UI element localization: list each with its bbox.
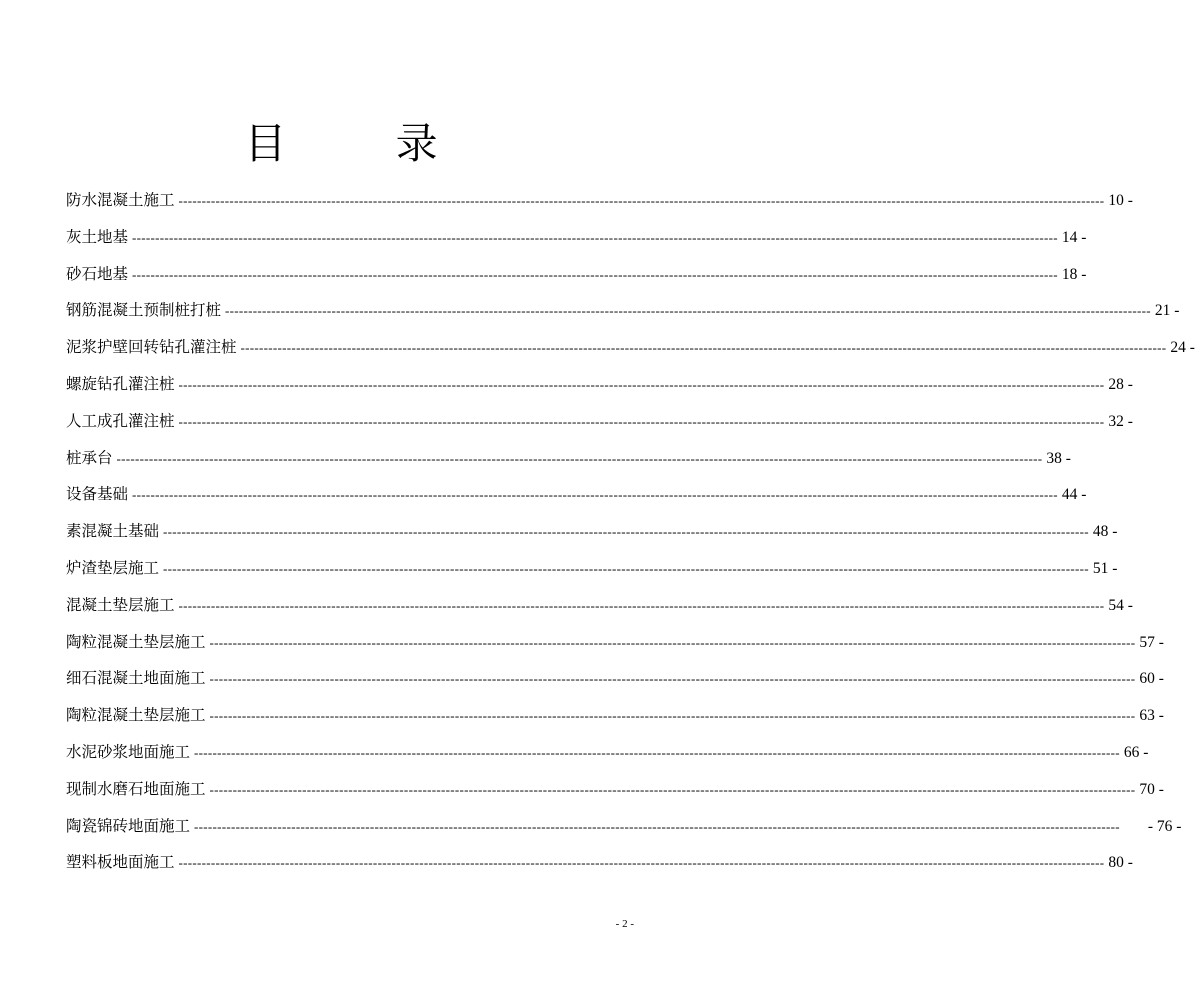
toc-entry[interactable] <box>66 444 1071 481</box>
toc-entry[interactable] <box>66 260 1087 297</box>
table-of-contents <box>66 186 1195 885</box>
toc-entry-title: 细石混凝土地面施工 <box>66 669 206 688</box>
toc-entry[interactable] <box>66 738 1149 775</box>
toc-entry[interactable] <box>66 812 1182 849</box>
toc-dot-leader: -------------------------------------------------------------------------------------------------------------------------------------------------------------------------------------------------------- <box>209 708 1136 724</box>
toc-entry-page-number: 14 - <box>1061 228 1087 246</box>
toc-entry-page-number: 38 - <box>1046 449 1071 467</box>
toc-dot-leader: -------------------------------------------------------------------------------------------------------------------------------------------------------------------------------------------------------- <box>194 818 1120 834</box>
toc-entry-title: 泥浆护壁回转钻孔灌注桩 <box>66 338 237 357</box>
toc-entry-page-number: 66 - <box>1123 743 1149 761</box>
toc-dot-leader: -------------------------------------------------------------------------------------------------------------------------------------------------------------------------------------------------------- <box>209 671 1136 687</box>
toc-entry-title: 水泥砂浆地面施工 <box>66 742 191 761</box>
toc-entry-page-number: 57 - <box>1139 633 1164 651</box>
toc-entry-page-number: 32 - <box>1108 412 1133 430</box>
toc-dot-leader: -------------------------------------------------------------------------------------------------------------------------------------------------------------------------------------------------------- <box>178 855 1105 871</box>
toc-entry[interactable] <box>66 775 1164 812</box>
toc-entry-title: 钢筋混凝土预制桩打桩 <box>66 301 222 320</box>
toc-dot-leader: -------------------------------------------------------------------------------------------------------------------------------------------------------------------------------------------------------- <box>163 560 1089 576</box>
toc-entry[interactable] <box>66 223 1087 260</box>
toc-entry-title: 陶粒混凝土垫层施工 <box>66 632 206 651</box>
toc-entry[interactable] <box>66 370 1133 407</box>
toc-entry-title: 现制水磨石地面施工 <box>66 779 206 798</box>
toc-entry[interactable] <box>66 333 1195 370</box>
footer-page-number: - 2 - <box>615 918 634 930</box>
toc-entry-page-number: 10 - <box>1108 192 1133 209</box>
toc-dot-leader: -------------------------------------------------------------------------------------------------------------------------------------------------------------------------------------------------------- <box>178 597 1105 613</box>
toc-entry-title: 砂石地基 <box>66 264 129 283</box>
toc-entry[interactable] <box>66 848 1133 885</box>
toc-entry-title: 混凝土垫层施工 <box>66 595 175 614</box>
toc-entry-page-number: 44 - <box>1061 486 1087 504</box>
toc-dot-leader: -------------------------------------------------------------------------------------------------------------------------------------------------------------------------------------------------------- <box>132 487 1058 503</box>
toc-dot-leader: -------------------------------------------------------------------------------------------------------------------------------------------------------------------------------------------------------- <box>178 376 1105 392</box>
toc-entry-page-number: 80 - <box>1108 854 1133 872</box>
toc-entry-title: 人工成孔灌注桩 <box>66 411 175 430</box>
toc-entry[interactable] <box>66 628 1164 665</box>
toc-entry-page-number: 70 - <box>1139 780 1164 798</box>
toc-entry[interactable] <box>66 296 1180 333</box>
toc-entry-title: 灰土地基 <box>66 227 129 246</box>
toc-entry-title: 陶瓷锦砖地面施工 <box>66 816 191 835</box>
toc-entry-page-number: 28 - <box>1108 375 1133 393</box>
toc-entry-page-number: 51 - <box>1092 559 1118 577</box>
toc-entry-title: 素混凝土基础 <box>66 522 160 541</box>
toc-entry[interactable] <box>66 480 1087 517</box>
toc-entry-page-number: 18 - <box>1061 265 1087 283</box>
toc-entry[interactable] <box>66 407 1133 444</box>
toc-entry[interactable] <box>66 701 1164 738</box>
toc-dot-leader: -------------------------------------------------------------------------------------------------------------------------------------------------------------------------------------------------------- <box>163 524 1089 540</box>
toc-entry-title: 螺旋钻孔灌注桩 <box>66 374 175 393</box>
toc-entry-page-number: 63 - <box>1139 707 1164 725</box>
toc-dot-leader: -------------------------------------------------------------------------------------------------------------------------------------------------------------------------------------------------------- <box>240 340 1167 356</box>
toc-entry-title: 防水混凝土施工 <box>66 191 175 209</box>
toc-dot-leader: -------------------------------------------------------------------------------------------------------------------------------------------------------------------------------------------------------- <box>209 634 1136 650</box>
toc-dot-leader: -------------------------------------------------------------------------------------------------------------------------------------------------------------------------------------------------------- <box>194 744 1120 760</box>
toc-entry[interactable] <box>66 591 1133 628</box>
toc-entry-page-number: 60 - <box>1139 670 1164 688</box>
page-title: 目 录 <box>244 119 486 169</box>
toc-entry-title: 炉渣垫层施工 <box>66 558 160 577</box>
toc-entry-title: 塑料板地面施工 <box>66 853 175 872</box>
toc-dot-leader: -------------------------------------------------------------------------------------------------------------------------------------------------------------------------------------------------------- <box>132 266 1058 282</box>
toc-entry-page-number: 48 - <box>1092 523 1118 541</box>
toc-entry[interactable] <box>66 517 1118 554</box>
toc-entry-page-number: 54 - <box>1108 596 1133 614</box>
toc-entry-title: 桩承台 <box>66 448 113 467</box>
toc-entry[interactable] <box>66 554 1118 591</box>
toc-entry-page-number: - 76 - <box>1147 817 1182 835</box>
toc-entry-title: 设备基础 <box>66 485 129 504</box>
toc-dot-leader: -------------------------------------------------------------------------------------------------------------------------------------------------------------------------------------------------------- <box>209 781 1136 797</box>
toc-entry[interactable] <box>66 664 1164 701</box>
toc-dot-leader: -------------------------------------------------------------------------------------------------------------------------------------------------------------------------------------------------------- <box>116 450 1043 466</box>
toc-entry[interactable] <box>66 186 1133 223</box>
toc-dot-leader: -------------------------------------------------------------------------------------------------------------------------------------------------------------------------------------------------------- <box>132 229 1058 245</box>
toc-dot-leader: -------------------------------------------------------------------------------------------------------------------------------------------------------------------------------------------------------- <box>178 413 1105 429</box>
toc-entry-page-number: 24 - <box>1170 339 1195 357</box>
toc-dot-leader: -------------------------------------------------------------------------------------------------------------------------------------------------------------------------------------------------------- <box>225 303 1151 319</box>
toc-entry-title: 陶粒混凝土垫层施工 <box>66 706 206 725</box>
toc-entry-page-number: 21 - <box>1154 302 1180 320</box>
toc-dot-leader: -------------------------------------------------------------------------------------------------------------------------------------------------------------------------------------------------------- <box>178 193 1105 208</box>
